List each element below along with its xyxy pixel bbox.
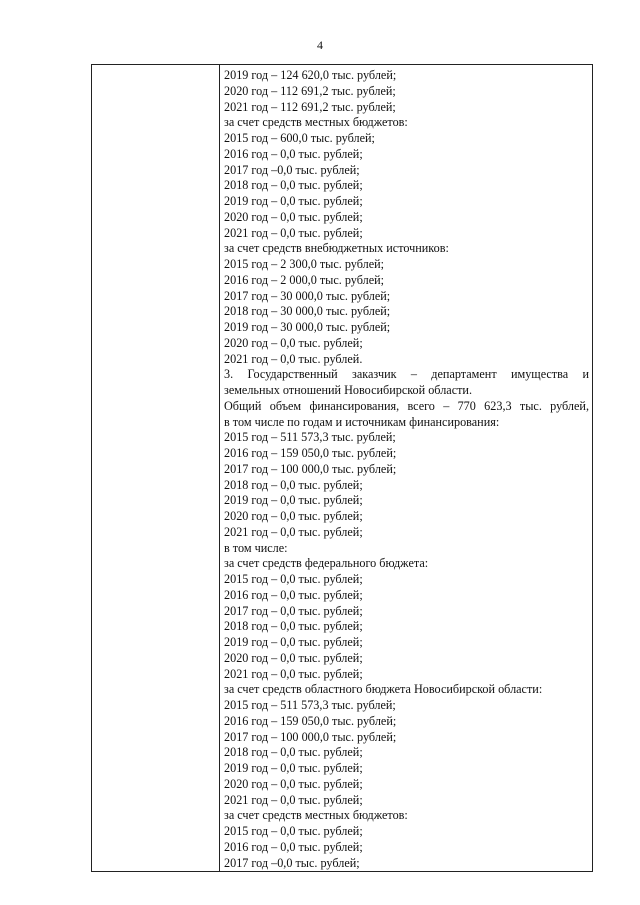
page-number: 4 (317, 38, 323, 52)
text-line: 2021 год – 0,0 тыс. рублей; (224, 225, 363, 240)
text-line: 2017 год –0,0 тыс. рублей; (224, 162, 360, 177)
text-line: за счет средств областного бюджета Новосибирской области: (224, 682, 543, 697)
text-line: 2020 год – 0,0 тыс. рублей; (224, 776, 363, 791)
text-line: за счет средств местных бюджетов: (224, 808, 408, 823)
text-line: 2020 год – 0,0 тыс. рублей; (224, 650, 363, 665)
table-cell-financing-text (220, 65, 593, 872)
text-line: 2017 год – 30 000,0 тыс. рублей; (224, 288, 391, 303)
text-line: 2017 год – 100 000,0 тыс. рублей; (224, 729, 397, 744)
text-line: 2015 год – 511 573,3 тыс. рублей; (224, 430, 396, 445)
customer-line-2: земельных отношений Новосибирской области. (224, 383, 472, 397)
text-line: 2019 год – 30 000,0 тыс. рублей; (224, 320, 391, 334)
text-line: 2019 год – 0,0 тыс. рублей; (224, 194, 363, 208)
customer-line-1: 3. Государственный заказчик – департамент имущества и (224, 367, 589, 382)
text-line: 2017 год – 0,0 тыс. рублей; (224, 603, 363, 618)
text-line: 2020 год – 0,0 тыс. рублей; (224, 335, 363, 350)
text-line: 2020 год – 0,0 тыс. рублей; (224, 209, 363, 224)
text-line: 2018 год – 0,0 тыс. рублей; (224, 477, 363, 492)
text-line: 2017 год –0,0 тыс. рублей; (224, 855, 360, 870)
text-line: 2016 год – 159 050,0 тыс. рублей; (224, 446, 397, 460)
total-financing-line-2: в том числе по годам и источникам финансирования: (224, 414, 500, 429)
text-line: 2020 год – 0,0 тыс. рублей; (224, 509, 363, 523)
text-line: 2019 год – 124 620,0 тыс. рублей; (224, 68, 397, 82)
text-line: за счет средств федерального бюджета: (224, 556, 429, 571)
table-cell-left-empty (92, 65, 220, 872)
total-financing-paragraph (224, 399, 589, 431)
text-line: 2021 год – 0,0 тыс. рублей; (224, 666, 363, 681)
text-line: 2015 год – 511 573,3 тыс. рублей; (224, 698, 396, 712)
table-row (92, 65, 593, 872)
text-line: 2018 год – 0,0 тыс. рублей; (224, 745, 363, 760)
financing-table (91, 64, 593, 872)
text-line: 2015 год – 2 300,0 тыс. рублей; (224, 257, 385, 271)
text-line: 2016 год – 0,0 тыс. рублей; (224, 587, 363, 602)
text-line: 2021 год – 0,0 тыс. рублей; (224, 524, 363, 539)
text-line: 2018 год – 30 000,0 тыс. рублей; (224, 304, 391, 319)
text-line: 2019 год – 0,0 тыс. рублей; (224, 761, 363, 775)
text-line: 2021 год – 112 691,2 тыс. рублей; (224, 99, 396, 114)
funding-lines-block-a (224, 68, 589, 367)
text-line: 2020 год – 112 691,2 тыс. рублей; (224, 83, 396, 98)
text-line: за счет средств местных бюджетов: (224, 115, 408, 130)
text-line: в том числе: (224, 540, 288, 555)
text-line: 2015 год – 600,0 тыс. рублей; (224, 131, 375, 145)
text-line: 2016 год – 2 000,0 тыс. рублей; (224, 272, 385, 287)
text-line: за счет средств внебюджетных источников: (224, 241, 449, 256)
text-line: 2021 год – 0,0 тыс. рублей. (224, 351, 363, 366)
text-line: 2018 год – 0,0 тыс. рублей; (224, 178, 363, 193)
text-line: 2015 год – 0,0 тыс. рублей; (224, 572, 363, 586)
text-line: 2021 год – 0,0 тыс. рублей; (224, 792, 363, 807)
text-line: 2019 год – 0,0 тыс. рублей; (224, 493, 363, 508)
customer-paragraph (224, 367, 589, 399)
total-financing-line-1: Общий объем финансирования, всего – 770 623,3 тыс. рублей, (224, 398, 589, 413)
text-line: 2016 год – 0,0 тыс. рублей; (224, 146, 363, 161)
funding-lines-block-b (224, 430, 589, 871)
text-line: 2016 год – 159 050,0 тыс. рублей; (224, 713, 397, 728)
text-line: 2016 год – 0,0 тыс. рублей; (224, 839, 363, 854)
text-line: 2019 год – 0,0 тыс. рублей; (224, 635, 363, 649)
text-line: 2015 год – 0,0 тыс. рублей; (224, 824, 363, 838)
text-line: 2017 год – 100 000,0 тыс. рублей; (224, 461, 397, 476)
text-line: 2018 год – 0,0 тыс. рублей; (224, 619, 363, 634)
